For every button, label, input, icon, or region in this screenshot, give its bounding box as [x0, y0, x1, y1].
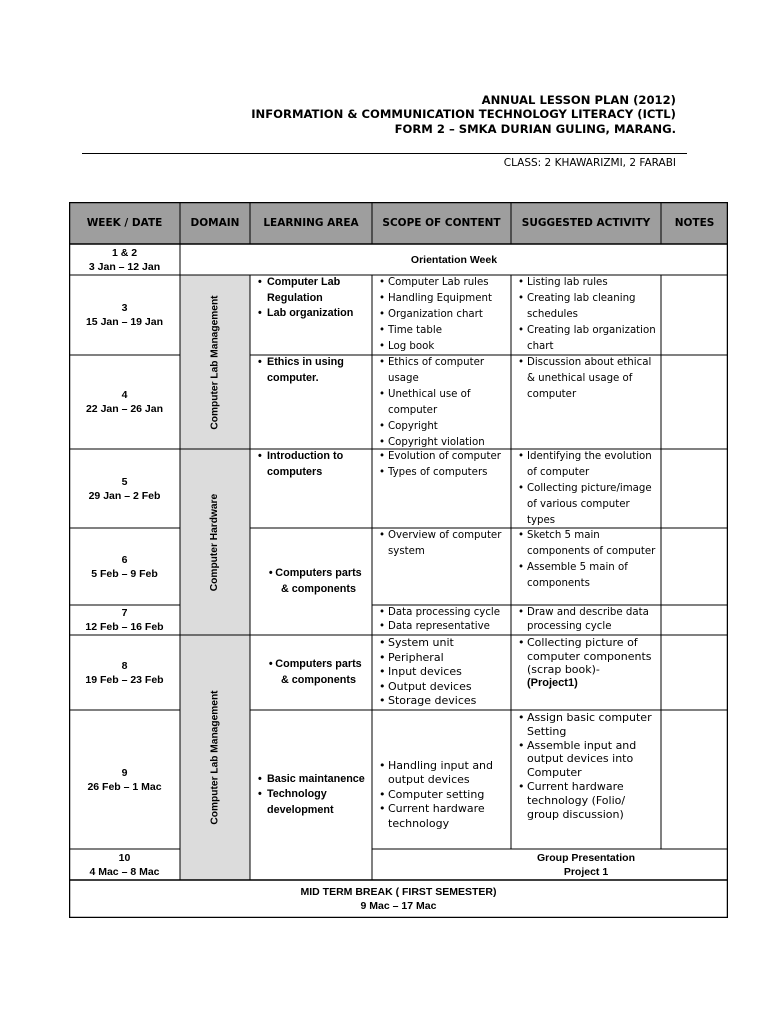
activity-item: • Assemble input and output devices into Computer — [514, 739, 659, 780]
week-cell — [69, 849, 180, 880]
document-header — [251, 93, 676, 136]
domain-label: Computer Lab Management — [209, 690, 221, 825]
week-cell — [69, 275, 180, 355]
activity-cell — [514, 635, 659, 710]
scope-cell — [375, 275, 509, 355]
activity-item: • Draw and describe data processing cycle — [514, 606, 659, 634]
domain-cell — [180, 635, 250, 880]
scope-item: • Unethical use of computer — [375, 387, 509, 419]
week-dates: 22 Jan – 26 Jan — [85, 403, 164, 415]
week-number: 4 — [121, 389, 128, 401]
week-dates: 12 Feb – 16 Feb — [85, 621, 164, 633]
week-number: 7 — [121, 607, 128, 619]
week-cell — [69, 528, 180, 605]
domain-label: Computer Lab Management — [209, 294, 221, 430]
domain-label: Computer Hardware — [209, 493, 221, 591]
scope-item: • Organization chart — [375, 307, 509, 323]
scope-item: • Overview of computer system — [375, 528, 509, 560]
week-number: 1 & 2 — [111, 246, 138, 259]
activity-item: • Collecting picture of computer components (scrap book)- — [514, 636, 659, 677]
learning-area-item: • Technology development — [254, 787, 370, 818]
scope-item: • Storage devices — [375, 694, 509, 709]
week-dates: 29 Jan – 2 Feb — [88, 489, 161, 502]
scope-item: • Handling input and output devices — [375, 759, 509, 788]
scope-item: • Current hardware technology — [375, 802, 509, 831]
activity-cell — [514, 528, 659, 605]
column-header-domain: DOMAIN — [190, 217, 240, 229]
week-number: 8 — [121, 659, 128, 672]
week-cell — [69, 244, 180, 275]
learning-area-cell — [254, 275, 370, 355]
learning-area-item: • Computers parts & components — [262, 657, 362, 688]
group-presentation-cell — [511, 849, 661, 880]
column-header-activity: SUGGESTED ACTIVITY — [521, 217, 651, 229]
activity-item: • Identifying the evolution of computer — [514, 449, 659, 481]
activity-item: • Listing lab rules — [514, 275, 659, 291]
activity-cell — [514, 605, 659, 635]
learning-area-item: • Lab organization — [254, 306, 370, 322]
orientation-week-cell: Orientation Week — [410, 253, 498, 266]
scope-item: • Output devices — [375, 680, 509, 695]
learning-area-cell — [254, 635, 370, 710]
week-dates: 3 Jan – 12 Jan — [88, 260, 161, 273]
week-dates: 4 Mac – 8 Mac — [89, 865, 160, 878]
week-cell — [69, 710, 180, 849]
scope-item: • Types of computers — [375, 465, 509, 481]
learning-area-cell — [254, 449, 370, 528]
activity-item: • Creating lab organization chart — [514, 323, 659, 355]
activity-cell — [514, 710, 659, 849]
scope-item: • Evolution of computer — [375, 449, 509, 465]
mid-term-break-row — [69, 880, 728, 918]
learning-area-item: • Ethics in using computer. — [254, 355, 370, 386]
scope-cell — [375, 635, 509, 710]
week-dates: 26 Feb – 1 Mac — [87, 780, 162, 793]
activity-item: • Assemble 5 main of components — [514, 560, 659, 592]
scope-cell — [375, 449, 509, 528]
learning-area-item: • Basic maintanence — [254, 772, 370, 788]
learning-area-cell — [254, 355, 370, 449]
class-line: CLASS: 2 KHAWARIZMI, 2 FARABI — [503, 157, 676, 169]
header-divider — [82, 153, 687, 154]
column-header-week: WEEK / DATE — [86, 217, 163, 229]
lesson-plan-table — [69, 202, 728, 918]
group-presentation-project: Project 1 — [563, 865, 609, 878]
learning-area-item: • Introduction to computers — [254, 449, 370, 480]
learning-area-cell — [254, 528, 370, 635]
week-number: 3 — [121, 302, 128, 314]
domain-cell — [180, 275, 250, 449]
column-header-notes: NOTES — [674, 217, 715, 229]
activity-item: • Collecting picture/image of various computer types — [514, 481, 659, 528]
activity-cell — [514, 275, 659, 355]
learning-area-cell — [254, 710, 370, 880]
week-number: 9 — [121, 766, 128, 779]
week-dates: 15 Jan – 19 Jan — [85, 316, 164, 328]
activity-cell — [514, 449, 659, 528]
column-header-scope: SCOPE OF CONTENT — [382, 217, 501, 229]
scope-cell — [375, 528, 509, 605]
group-presentation-label: Group Presentation — [536, 851, 635, 864]
learning-area-item: • Computers parts & components — [262, 566, 362, 597]
scope-item: • Computer Lab rules — [375, 275, 509, 291]
week-number: 6 — [121, 553, 128, 566]
scope-item: • Time table — [375, 323, 509, 339]
scope-item: • System unit — [375, 636, 509, 651]
domain-cell — [180, 449, 250, 635]
week-cell — [69, 355, 180, 449]
scope-item: • Data processing cycle — [375, 606, 509, 620]
mid-term-title: MID TERM BREAK ( FIRST SEMESTER) — [300, 886, 497, 898]
learning-area-item: • Computer Lab Regulation — [254, 275, 370, 306]
header-school: FORM 2 – SMKA DURIAN GULING, MARANG. — [394, 121, 676, 136]
scope-item: • Copyright — [375, 419, 509, 435]
scope-item: • Copyright violation — [375, 435, 509, 449]
week-cell — [69, 635, 180, 710]
scope-cell — [375, 710, 509, 880]
week-cell — [69, 605, 180, 635]
header-title: ANNUAL LESSON PLAN (2012) — [481, 93, 676, 107]
project-label: (Project1) — [527, 676, 578, 689]
scope-item: • Input devices — [375, 665, 509, 680]
scope-cell — [375, 355, 509, 449]
week-number: 5 — [121, 475, 128, 488]
scope-item: • Log book — [375, 339, 509, 355]
week-cell — [69, 449, 180, 528]
activity-item: • Assign basic computer Setting — [514, 711, 659, 739]
scope-item: • Handling Equipment — [375, 291, 509, 307]
scope-item: • Computer setting — [375, 788, 509, 803]
week-dates: 5 Feb – 9 Feb — [91, 567, 158, 580]
scope-item: • Ethics of computer usage — [375, 355, 509, 387]
activity-cell — [514, 355, 659, 449]
scope-item: • Peripheral — [375, 651, 509, 666]
scope-item: • Data representative — [375, 620, 509, 634]
mid-term-dates: 9 Mac – 17 Mac — [360, 900, 437, 912]
activity-item: • Creating lab cleaning schedules — [514, 291, 659, 323]
activity-item: • Current hardware technology (Folio/ group discussion) — [514, 780, 659, 821]
week-dates: 19 Feb – 23 Feb — [85, 673, 164, 686]
activity-item: • Sketch 5 main components of computer — [514, 528, 659, 560]
column-header-learning-area: LEARNING AREA — [263, 217, 359, 229]
week-number: 10 — [118, 851, 131, 864]
activity-item: • Discussion about ethical & unethical usage of computer — [514, 355, 659, 403]
header-subject: INFORMATION & COMMUNICATION TECHNOLOGY LITERACY (ICTL) — [251, 107, 676, 122]
scope-cell — [375, 605, 509, 635]
